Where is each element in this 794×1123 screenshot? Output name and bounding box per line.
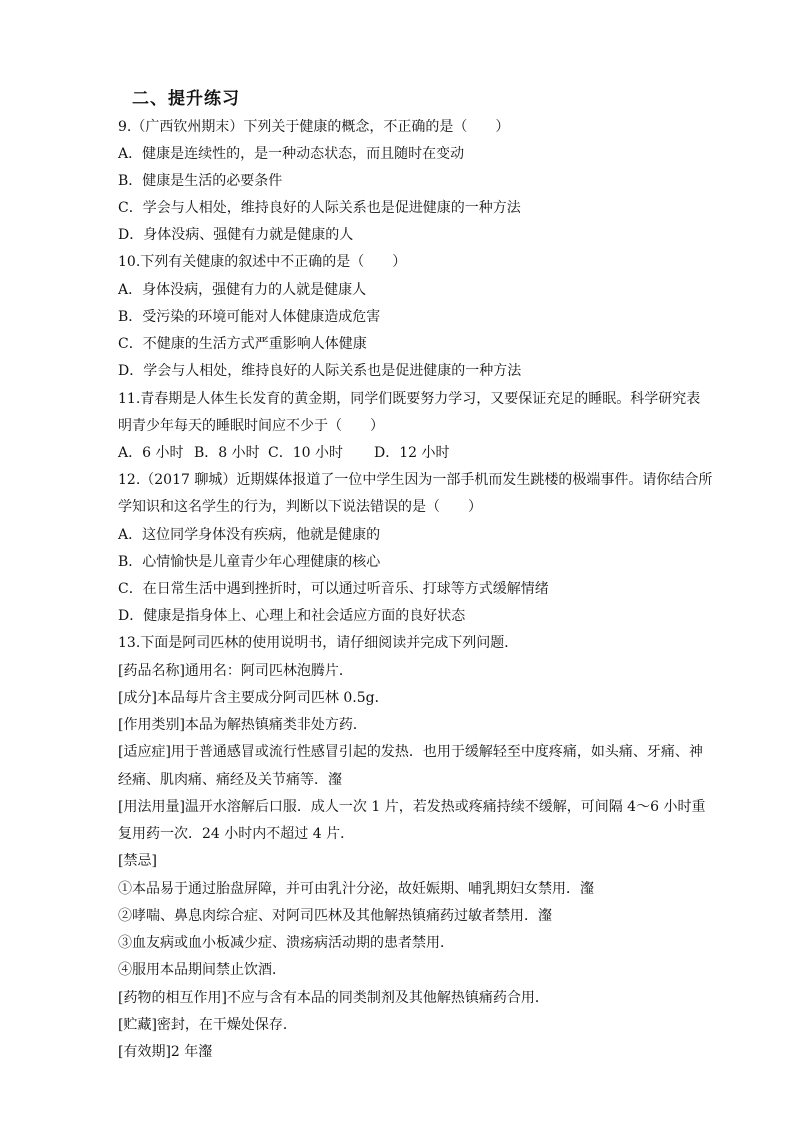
contraindication-title: [禁忌] [118, 853, 157, 869]
question-13-stem: 13.下面是阿司匹林的使用说明书，请仔细阅读并完成下列问题． [118, 635, 519, 651]
question-12-stem-line-1: 12.（2017 聊城）近期媒体报道了一位中学生因为一部手机而发生跳楼的极端事件。请你结合所 [118, 472, 713, 488]
question-11-stem-line-2: 明青少年每天的睡眠时间应不少于（ ） [118, 418, 384, 434]
question-10-option-d: D．学会与人相处，维持良好的人际关系也是促进健康的一种方法 [118, 363, 522, 379]
question-9-option-d: D．身体没病、强健有力就是健康的人 [118, 227, 354, 243]
drug-expiry: [有效期]2 年瀣 [118, 1044, 213, 1060]
question-11-option-b: B．8 小时 [194, 445, 260, 461]
contraindication-4: ④服用本品期间禁止饮酒． [118, 962, 286, 978]
drug-category: [作用类别]本品为解热镇痛类非处方药． [118, 717, 367, 733]
question-11-options [118, 444, 450, 462]
question-10-option-a: A．身体没病，强健有力的人就是健康人 [118, 282, 367, 298]
drug-indication-line-2: 经痛、肌肉痛、痛经及关节痛等．瀣 [118, 772, 342, 788]
drug-storage: [贮藏]密封，在干燥处保存． [118, 1017, 297, 1033]
question-11-option-d: D．12 小时 [374, 445, 450, 461]
question-9-option-c: C．学会与人相处，维持良好的人际关系也是促进健康的一种方法 [118, 200, 521, 216]
question-11-option-c: C．10 小时 [268, 445, 343, 461]
question-12-option-c: C．在日常生活中遇到挫折时，可以通过听音乐、打球等方式缓解情绪 [118, 581, 549, 597]
drug-name: [药品名称]通用名：阿司匹林泡腾片． [118, 663, 353, 679]
question-10-stem: 10.下列有关健康的叙述中不正确的是（ ） [118, 254, 407, 270]
question-12-stem-line-2: 学知识和这名学生的行为，判断以下说法错误的是（ ） [118, 499, 482, 515]
question-9-option-a: A．健康是连续性的，是一种动态状态，而且随时在变动 [118, 146, 465, 162]
contraindication-1: ①本品易于通过胎盘屏障，并可由乳汁分泌，故妊娠期、哺乳期妇女禁用．瀣 [118, 881, 594, 897]
drug-interaction: [药物的相互作用]不应与含有本品的同类制剂及其他解热镇痛药合用． [118, 990, 549, 1006]
question-10-option-c: C．不健康的生活方式严重影响人体健康 [118, 336, 367, 352]
drug-usage-line-2: 复用药一次．24 小时内不超过 4 片． [118, 826, 355, 842]
contraindication-3: ③血友病或血小板减少症、溃疡病活动期的患者禁用． [118, 935, 454, 951]
contraindication-2: ②哮喘、鼻息肉综合症、对阿司匹林及其他解热镇痛药过敏者禁用．瀣 [118, 908, 552, 924]
question-11-option-a: A．6 小时 [118, 445, 184, 461]
question-9-option-b: B．健康是生活的必要条件 [118, 173, 283, 189]
question-12-option-b: B．心情愉快是儿童青少年心理健康的核心 [118, 554, 381, 570]
section-heading: 二、提升练习 [132, 89, 240, 109]
question-11-stem-line-1: 11.青春期是人体生长发育的黄金期，同学们既要努力学习，又要保证充足的睡眠。科学研究表 [118, 391, 701, 407]
question-12-option-d: D．健康是指身体上、心理上和社会适应方面的良好状态 [118, 608, 466, 624]
drug-ingredient: [成分]本品每片含主要成分阿司匹林 0.5g． [118, 690, 389, 706]
question-9-stem: 9.（广西钦州期末）下列关于健康的概念，不正确的是（ ） [118, 119, 510, 135]
question-12-option-a: A．这位同学身体没有疾病，他就是健康的 [118, 527, 381, 543]
drug-usage-line-1: [用法用量]温开水溶解后口服．成人一次 1 片，若发热或疼痛持续不缓解，可间隔 4～6 小时重 [118, 799, 706, 815]
question-10-option-b: B．受污染的环境可能对人体健康造成危害 [118, 309, 381, 325]
drug-indication-line-1: [适应症]用于普通感冒或流行性感冒引起的发热．也用于缓解轻至中度疼痛，如头痛、牙痛、神 [118, 744, 703, 760]
